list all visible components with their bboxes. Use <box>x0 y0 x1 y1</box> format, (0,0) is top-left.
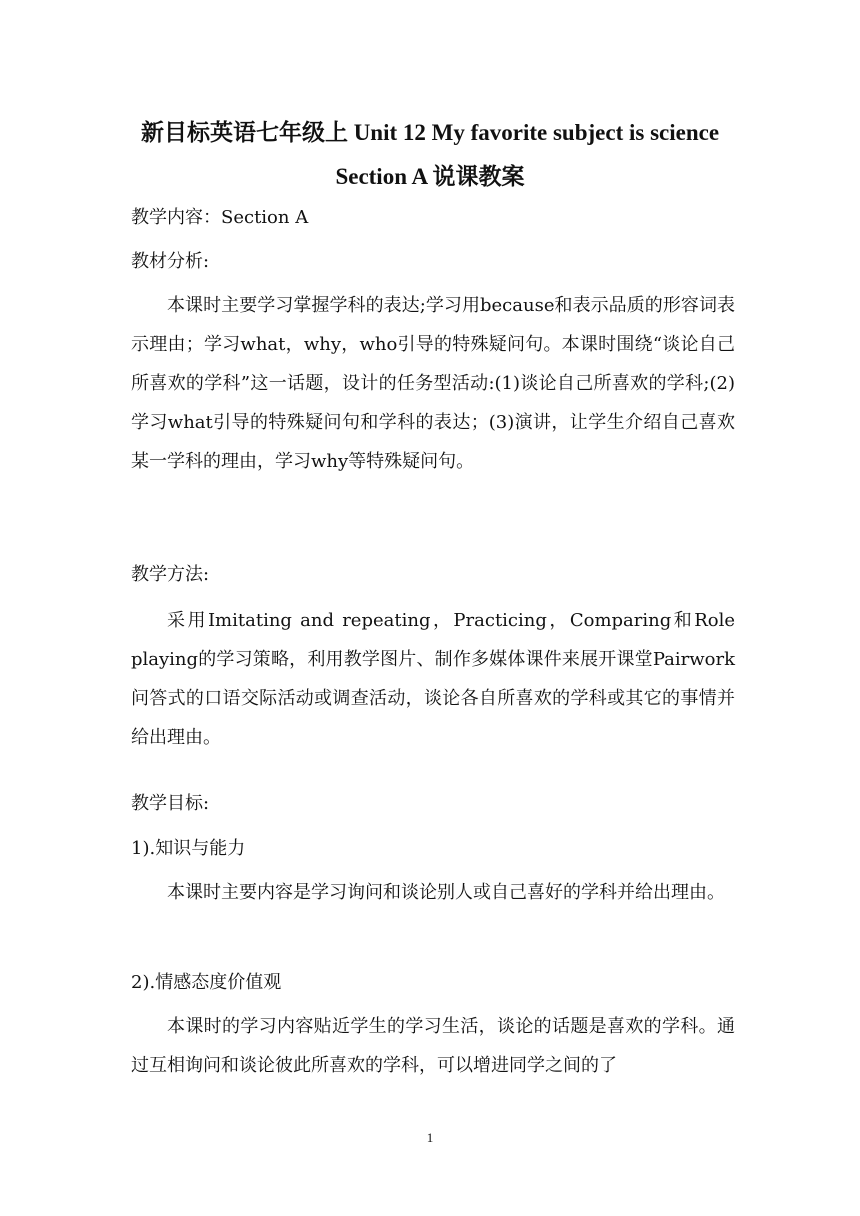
method-heading: 教学方法: <box>131 564 210 585</box>
analysis-heading: 教材分析: <box>131 251 210 272</box>
document-subtitle: Section A 说课教案 <box>335 164 525 189</box>
analysis-paragraph: 本课时主要学习掌握学科的表达;学习用because和表示品质的形容词表示理由；学习what，why，who引导的特殊疑问句。本课时围绕“谈论自己所喜欢的学科”这一话题，设计的任务型活动:(1)谈论自己所喜欢的学科;(2)学习what引导的特殊疑问句和学科的表达；(3)演讲，让学生介绍自己喜欢某一学科的理由，学习why等特殊疑问句。 <box>131 295 736 472</box>
goals-heading: 教学目标: <box>131 793 210 814</box>
document-title: 新目标英语七年级上 Unit 12 My favorite subject is science <box>140 120 720 145</box>
goal2-paragraph: 本课时的学习内容贴近学生的学习生活，谈论的话题是喜欢的学科。通过互相询问和谈论彼此所喜欢的学科，可以增进同学之间的了 <box>131 1016 735 1076</box>
goal1-heading: 1).知识与能力 <box>131 838 246 859</box>
teaching-content-label: 教学内容：Section A <box>131 207 309 228</box>
goal2-heading: 2).情感态度价值观 <box>131 972 282 993</box>
method-paragraph: 采用Imitating and repeating，Practicing，Comparing和Role playing的学习策略，利用教学图片、制作多媒体课件来展开课堂Pairwork问答式的口语交际活动或调查活动，谈论各自所喜欢的学科或其它的事情并给出理由。 <box>131 610 735 748</box>
page-number: 1 <box>426 1130 434 1145</box>
goal1-paragraph: 本课时主要内容是学习询问和谈论别人或自己喜好的学科并给出理由。 <box>167 882 725 903</box>
